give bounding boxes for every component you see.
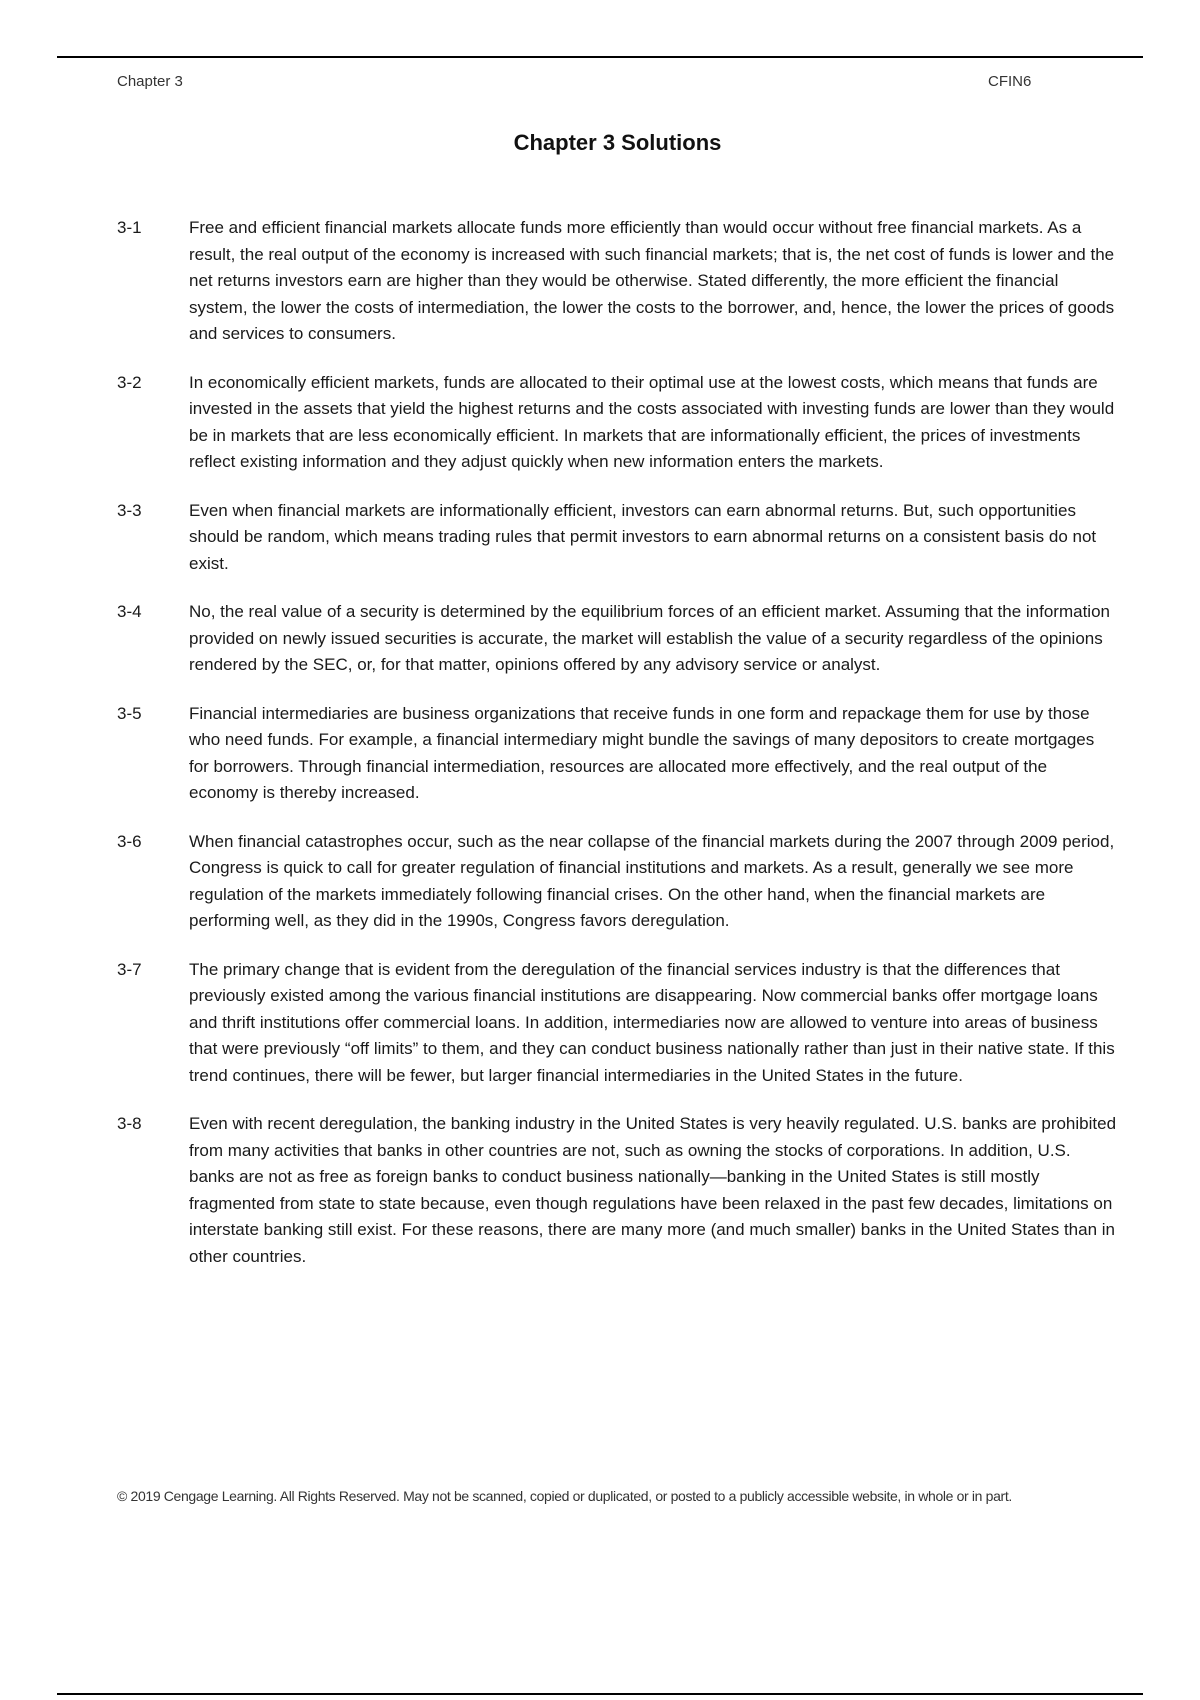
solution-item [117, 599, 1117, 679]
solution-item [117, 829, 1117, 935]
solution-item [117, 370, 1117, 476]
solution-text: Financial intermediaries are business organizations that receive funds in one form and repackage them for use by those who need funds. For example, a financial intermediary might bundle the savings of many depositors to create mortgages for borrowers. Through financial intermediation, resources are allocated more effectively, and the real output of the economy is thereby increased. [189, 703, 1095, 802]
solution-number: 3-7 [117, 959, 142, 979]
solution-text: No, the real value of a security is determined by the equilibrium forces of an efficient market. Assuming that the information provided on newly issued securities is accurate, the market will establish the value of a security regardless of the opinions rendered by the SEC, or, for that matter, opinions offered by any advisory service or analyst. [189, 602, 1110, 674]
solution-text: Even when financial markets are informationally efficient, investors can earn abnormal returns. But, such opportunities should be random, which means trading rules that permit investors to earn abnormal returns on a consistent basis do not exist. [189, 500, 1097, 573]
solution-text: Even with recent deregulation, the banking industry in the United States is very heavily regulated. U.S. banks are prohibited from many activities that banks in other countries are not, such as owning the stocks of corporations. In addition, U.S. banks are not as free as foreign banks to conduct business nationally—banking in the United States is still mostly fragmented from state to state because, even though regulations have been relaxed in the past few decades, limitations on interstate banking still exist. For these reasons, there are many more (and much smaller) banks in the United States than in other countries. [189, 1114, 1117, 1266]
solution-number: 3-5 [117, 703, 142, 723]
running-header-chapter: Chapter 3 [117, 73, 183, 90]
copyright-notice: © 2019 Cengage Learning. All Rights Reserved. May not be scanned, copied or duplicated, or posted to a publicly accessible website, in whole or in part. [117, 1488, 1012, 1504]
solution-number: 3-6 [117, 831, 142, 851]
solution-number: 3-2 [117, 372, 142, 392]
footer-rule [57, 1693, 1143, 1695]
solution-number: 3-8 [117, 1114, 142, 1133]
solution-item [117, 215, 1117, 348]
page-title: Chapter 3 Solutions [513, 130, 722, 155]
running-header-course-code: CFIN6 [988, 73, 1032, 90]
solution-item [117, 957, 1117, 1090]
solution-item [117, 498, 1117, 578]
solution-text: In economically efficient markets, funds are allocated to their optimal use at the lowest costs, which means that funds are invested in the assets that yield the highest returns and the costs associated with investing funds are lower than they would be in markets that are less economically efficient. In markets that are informationally efficient, the prices of investments reflect existing information and they adjust quickly when new information enters the markets. [189, 372, 1115, 471]
solution-text: When financial catastrophes occur, such as the near collapse of the financial markets during the 2007 through 2009 period, Congress is quick to call for greater regulation of financial institutions and markets. As a result, generally we see more regulation of the markets immediately following financial crises. On the other hand, when the financial markets are performing well, as they did in the 1990s, Congress favors deregulation. [189, 831, 1115, 930]
solutions-list [117, 215, 1117, 1292]
solution-number: 3-1 [117, 218, 142, 237]
solution-number: 3-4 [117, 602, 142, 621]
solution-item [117, 701, 1117, 807]
solution-text: The primary change that is evident from the deregulation of the financial services industry is that the differences that previously existed among the various financial institutions are disappearing. Now commercial banks offer mortgage loans and thrift institutions offer commercial loans. In addition, intermediaries now are allowed to venture into areas of business that were previously “off limits” to them, and they can conduct business nationally rather than just in their native state. If this trend continues, there will be fewer, but larger financial intermediaries in the United States in the future. [189, 959, 1115, 1085]
header-rule [57, 56, 1143, 58]
solution-item [117, 1111, 1117, 1270]
solution-number: 3-3 [117, 500, 142, 520]
solution-text: Free and efficient financial markets allocate funds more efficiently than would occur without free financial markets. As a result, the real output of the economy is increased with such financial markets; that is, the net cost of funds is lower and the net returns investors earn are higher than they would be otherwise. Stated differently, the more efficient the financial system, the lower the costs of intermediation, the lower the costs to the borrower, and, hence, the lower the prices of goods and services to consumers. [189, 218, 1115, 343]
